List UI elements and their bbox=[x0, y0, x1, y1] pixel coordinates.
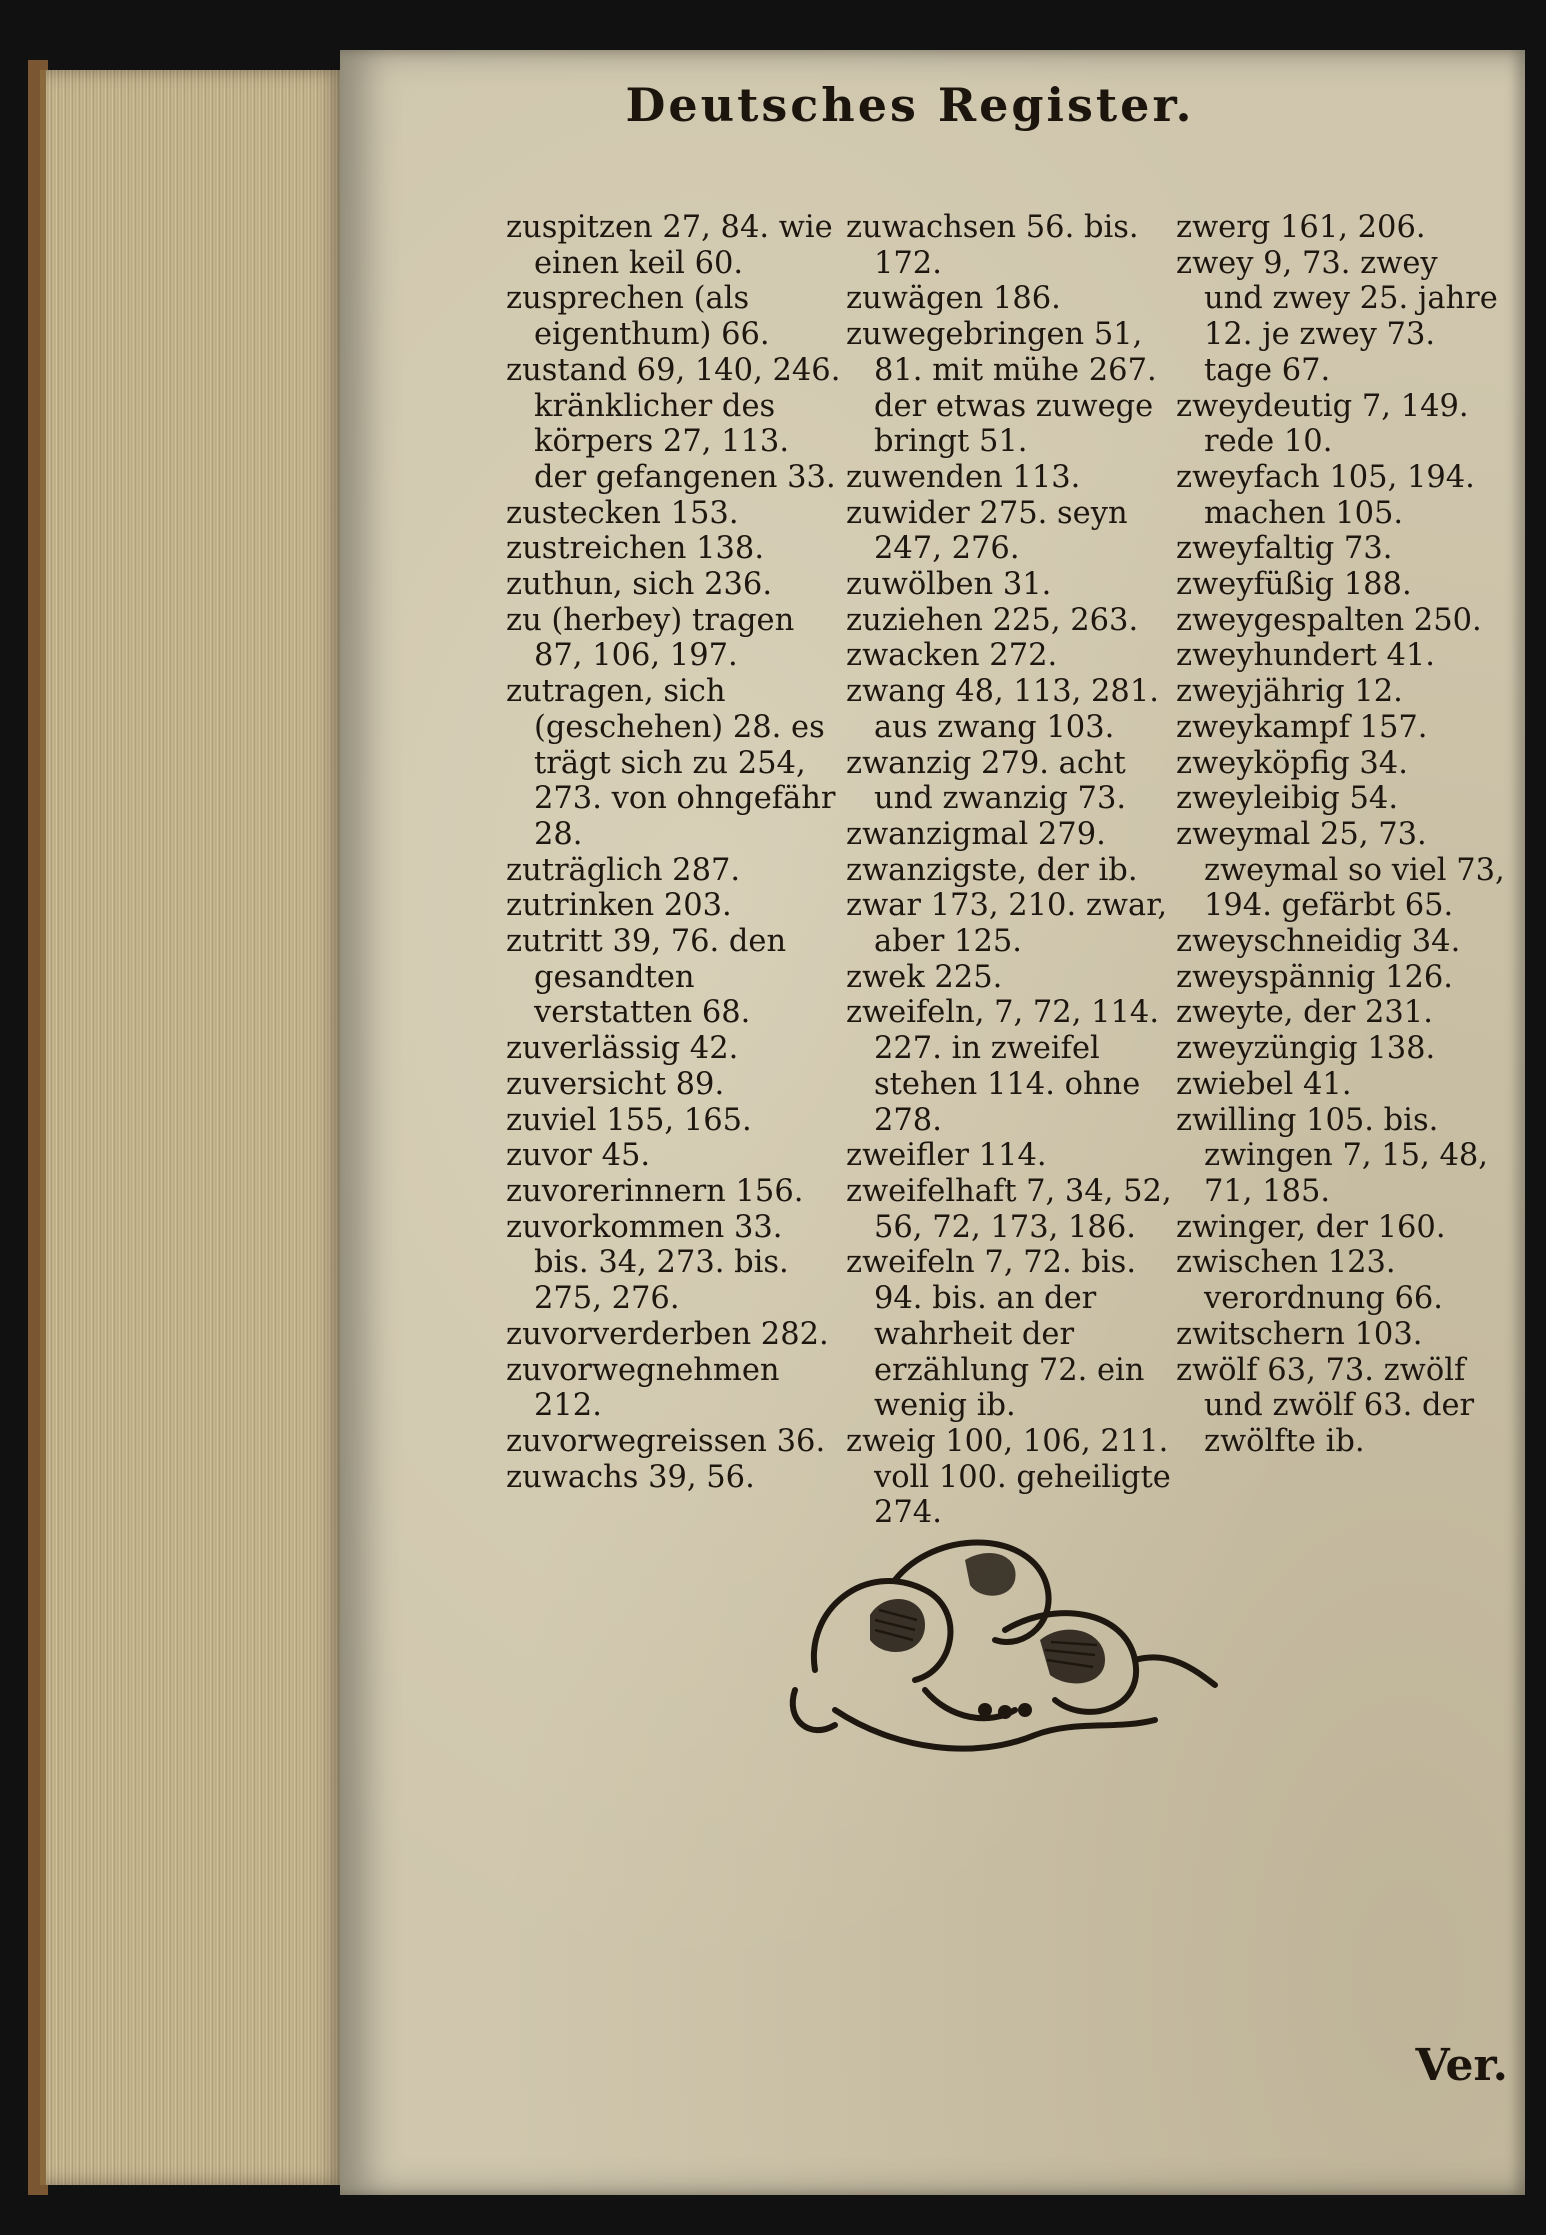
index-entry: zwinger, der 160. bbox=[1176, 1209, 1446, 1245]
index-entry: zweifeln 7, 72. bis. 94. bis. an der wahrheit der erzählung 72. ein wenig ib. bbox=[846, 1245, 1145, 1424]
index-entry: zwacken 272. bbox=[846, 638, 1058, 674]
index-entry: zustand 69, 140, 246. kränklicher des körpers 27, 113. der gefangenen 33. bbox=[506, 352, 841, 495]
index-entry: zweygespalten 250. bbox=[1176, 602, 1482, 638]
index-entry: zuvor 45. bbox=[506, 1138, 651, 1174]
index-entry: zuwider 275. seyn 247, 276. bbox=[846, 495, 1128, 567]
index-entry: zweyhundert 41. bbox=[1176, 638, 1435, 674]
index-entry: zuwenden 113. bbox=[846, 459, 1081, 495]
index-entry: zweyjährig 12. bbox=[1176, 674, 1403, 710]
index-entry: zwerg 161, 206. bbox=[1176, 210, 1426, 245]
index-entry: zweyfüßig 188. bbox=[1176, 567, 1412, 603]
index-entry: zweyspännig 126. bbox=[1176, 959, 1453, 995]
index-column-1 bbox=[506, 210, 846, 1495]
page-stack-edges bbox=[40, 70, 346, 2185]
index-entry: zweyleibig 54. bbox=[1176, 781, 1399, 817]
index-entry: zweyfaltig 73. bbox=[1176, 531, 1393, 567]
index-entry: zuvorkommen 33. bis. 34, 273. bis. 275, 276. bbox=[506, 1209, 789, 1317]
index-entry: zustreichen 138. bbox=[506, 531, 765, 567]
index-entry: zuspitzen 27, 84. wie einen keil 60. bbox=[506, 210, 833, 281]
index-entry: zwar 173, 210. zwar, aber 125. bbox=[846, 888, 1168, 960]
index-entry: zweyfach 105, 194. machen 105. bbox=[1176, 459, 1475, 531]
index-entry: zuwachs 39, 56. bbox=[506, 1459, 755, 1495]
index-entry: zuträglich 287. bbox=[506, 852, 741, 888]
index-entry: zuvorwegreissen 36. bbox=[506, 1423, 826, 1459]
index-entry: zuviel 155, 165. bbox=[506, 1102, 752, 1138]
index-entry: zweymal 25, 73. zweymal so viel 73, 194. gefärbt 65. bbox=[1176, 816, 1505, 924]
index-entry: zwek 225. bbox=[846, 959, 1003, 995]
index-entry: zwilling 105. bis. zwingen 7, 15, 48, 71, 185. bbox=[1176, 1102, 1488, 1209]
index-entry: zuwölben 31. bbox=[846, 567, 1052, 603]
index-entry: zutrinken 203. bbox=[506, 888, 732, 924]
index-entry: zwitschern 103. bbox=[1176, 1316, 1423, 1352]
index-entry: zuversicht 89. bbox=[506, 1066, 725, 1102]
index-entry: zuwägen 186. bbox=[846, 281, 1061, 317]
index-entry: zweydeutig 7, 149. rede 10. bbox=[1176, 388, 1469, 460]
index-entry: zutragen, sich (geschehen) 28. es trägt sich zu 254, 273. von ohngefähr 28. bbox=[506, 674, 836, 852]
index-entry: zweyschneidig 34. bbox=[1176, 924, 1461, 960]
index-entry: zwanzig 279. acht und zwanzig 73. bbox=[846, 745, 1127, 817]
index-entry: zwey 9, 73. zwey und zwey 25. jahre 12. je zwey 73. tage 67. bbox=[1176, 245, 1498, 388]
index-entry: zwanzigmal 279. bbox=[846, 816, 1106, 852]
index-entry: zuvorerinnern 156. bbox=[506, 1173, 804, 1209]
index-entry: zusprechen (als eigenthum) 66. bbox=[506, 281, 770, 353]
index-column-3 bbox=[1176, 210, 1506, 1460]
index-entry: zweyte, der 231. bbox=[1176, 995, 1433, 1031]
index-entry: zustecken 153. bbox=[506, 495, 739, 531]
index-entry: zweifeln, 7, 72, 114. 227. in zweifel stehen 114. ohne 278. bbox=[846, 995, 1160, 1138]
index-entry: zweyzüngig 138. bbox=[1176, 1031, 1436, 1067]
printer-ornament bbox=[775, 1520, 1225, 1775]
index-entry: zuziehen 225, 263. bbox=[846, 602, 1139, 638]
index-entry: zwölf 63, 73. zwölf und zwölf 63. der zwölfte ib. bbox=[1176, 1352, 1475, 1459]
index-entry: zweyköpfig 34. bbox=[1176, 745, 1408, 781]
index-entry: zwang 48, 113, 281. aus zwang 103. bbox=[846, 674, 1159, 745]
index-entry: zuvorverderben 282. bbox=[506, 1316, 829, 1352]
index-entry: zuwegebringen 51, 81. mit mühe 267. der etwas zuwege bringt 51. bbox=[846, 317, 1157, 460]
index-entry: zutritt 39, 76. den gesandten verstatten 68. bbox=[506, 924, 787, 1031]
index-entry: zweig 100, 106, 211. voll 100. geheiligte 274. bbox=[846, 1423, 1171, 1531]
index-entry: zweifelhaft 7, 34, 52, 56, 72, 173, 186. bbox=[846, 1173, 1172, 1245]
catchword: Ver. bbox=[1415, 2040, 1508, 2091]
index-entry: zwiebel 41. bbox=[1176, 1066, 1352, 1102]
index-entry: zweifler 114. bbox=[846, 1138, 1047, 1174]
index-entry: zuvorwegnehmen 212. bbox=[506, 1352, 780, 1424]
index-entry: zuthun, sich 236. bbox=[506, 567, 773, 603]
index-entry: zwischen 123. verordnung 66. bbox=[1176, 1245, 1443, 1317]
index-entry: zuverlässig 42. bbox=[506, 1031, 739, 1067]
index-entry: zuwachsen 56. bis. 172. bbox=[846, 210, 1139, 281]
index-entry: zwanzigste, der ib. bbox=[846, 852, 1138, 888]
index-entry: zweykampf 157. bbox=[1176, 709, 1428, 745]
index-column-2 bbox=[846, 210, 1186, 1531]
index-entry: zu (herbey) tragen 87, 106, 197. bbox=[506, 602, 795, 674]
running-head: Deutsches Register. bbox=[625, 78, 1195, 132]
